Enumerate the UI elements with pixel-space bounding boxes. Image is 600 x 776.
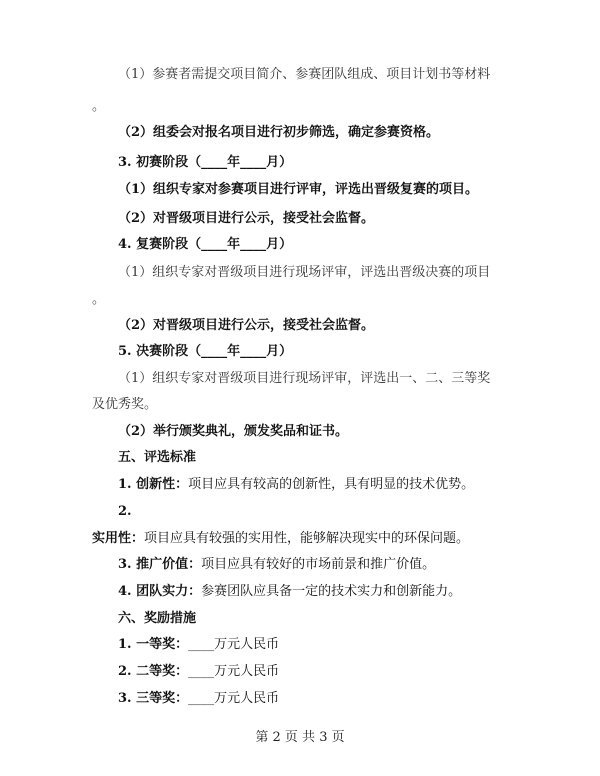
text-line [0,530,600,548]
text-line: 六、奖励措施 [118,611,197,626]
line-body: ____万元人民币 [188,664,280,679]
text-line: （1）组织专家对晋级项目进行现场评审，评选出一、二、三等奖 [118,371,491,386]
text-line: 。 [92,99,106,114]
text-line: （2）对晋级项目进行公示，接受社会监督。 [118,318,375,333]
line-label: 2. 二等奖： [118,664,189,679]
text-line: 五、评选标准 [118,450,197,465]
text-line [0,663,600,681]
text-line: 及优秀奖。 [92,397,158,412]
line-label: 3. 三等奖： [118,691,189,706]
text-line: 3. 初赛阶段（____年____月） [118,155,293,170]
text-line: （2）举行颁奖典礼，颁发奖品和证书。 [118,424,349,439]
line-body: 项目应具有较好的市场前景和推广价值。 [201,557,436,572]
line-label: 3. 推广价值： [118,557,202,572]
text-line [0,690,600,708]
line-label: 1. 一等奖： [118,637,189,652]
text-line: 5. 决赛阶段（____年____月） [118,344,293,359]
line-body: ____万元人民币 [188,691,280,706]
text-line [0,583,600,601]
text-line: （2）组委会对报名项目进行初步筛选，确定参赛资格。 [118,125,440,140]
text-line [0,636,600,654]
text-line [0,556,600,574]
text-line: 4. 复赛阶段（____年____月） [118,237,293,252]
line-label: 1. 创新性： [118,477,189,492]
text-line: 2. [118,504,132,519]
text-line: 。 [92,292,106,307]
text-line: （1）组织专家对参赛项目进行评审，评选出晋级复赛的项目。 [118,182,479,197]
text-line: （1）参赛者需提交项目简介、参赛团队组成、项目计划书等材料 [118,67,491,82]
page-footer: 第 2 页 共 3 页 [255,730,345,745]
line-body: 项目应具有较高的创新性，具有明显的技术优势。 [188,477,475,492]
line-body: 项目应具有较强的实用性，能够解决现实中的环保问题。 [144,531,470,546]
text-line: （1）组织专家对晋级项目进行现场评审，评选出晋级决赛的项目 [118,265,491,280]
line-body: 参赛团队应具备一定的技术实力和创新能力。 [201,584,462,599]
line-body: ____万元人民币 [188,637,280,652]
text-line: （2）对晋级项目进行公示，接受社会监督。 [118,211,375,226]
line-label: 实用性： [92,531,145,546]
text-line [0,476,600,494]
line-label: 4. 团队实力： [118,584,202,599]
